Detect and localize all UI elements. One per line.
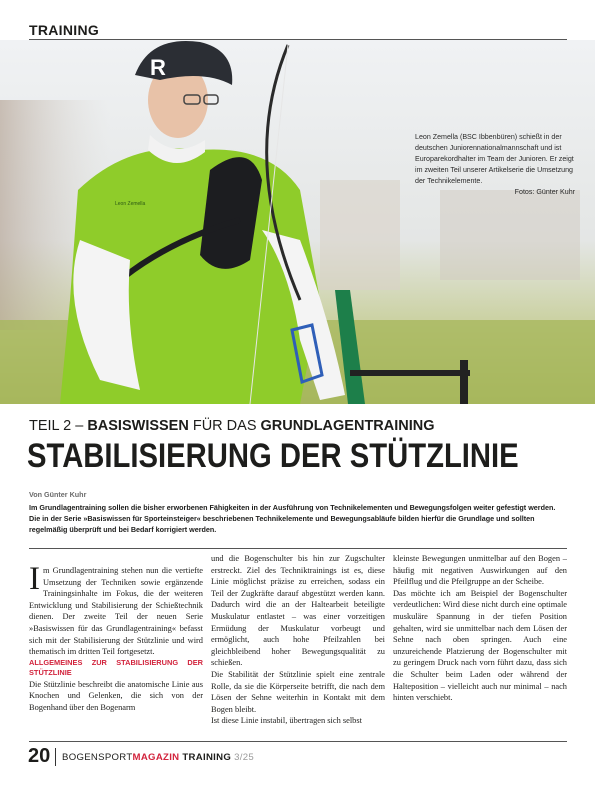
body-paragraph	[29, 561, 203, 658]
photo-caption	[415, 132, 575, 198]
kicker-bold-1: BASISWISSEN	[87, 418, 189, 434]
section-subhead: ALLGEMEINES ZUR STABILISIERUNG DER STÜTZLINIE	[29, 657, 203, 678]
body-paragraph: und die Bogenschulter bis hin zur Zugschulter erstreckt. Ziel des Techniktrainings ist es, diese Linie möglichst präzise zu erreichen, sodass ein Teil der Zugkräfte darauf abgestützt werden kann. Dadurch wird die an der Haltearbeit beteiligte Muskulatur entlastet – was einer vorzeitigen Ermüdung der Muskulatur vorbeugt und ermöglicht, auch hohe Pfeilzahlen bei gleichbleibend hoher Bewegungsqualität zu schießen.	[211, 554, 385, 668]
article-author: Von Günter Kuhr	[29, 490, 87, 499]
kicker-bold-2: GRUNDLAGENTRAINING	[260, 418, 435, 434]
body-paragraph: Das möchte ich am Beispiel der Bogenschulter verdeutlichen: Wird diese nicht durch eine optimale muskuläre Spannung in der tiefen Position gehalten, wird sie unmittelbar nach dem Lösen der Sehne nach oben springen. Auch eine unzureichende Platzierung der Bogenschulter mit zu geringem Druck nach vorn führt dazu, dass sich die Schulter beim Laden oder während der Halteposition – vielleicht auch nur minimal – nach hinten verschiebt.	[393, 588, 567, 703]
body-column-3	[393, 553, 567, 704]
footer-separator	[55, 748, 56, 766]
footer-divider	[29, 741, 567, 742]
magazine-name-a: BOGENSPORT	[62, 752, 133, 763]
kicker-part-2: FÜR DAS	[188, 418, 261, 434]
body-paragraph: kleinste Bewegungen unmittelbar auf den Bogen – häufig mit negativen Auswirkungen auf den Pfeilflug und die Pfeilgruppe an der Scheibe.	[393, 554, 567, 587]
shirt-print: Leon Zemella	[115, 201, 146, 207]
section-label: TRAINING	[29, 22, 100, 38]
dropcap: I	[29, 561, 40, 597]
footer-section: TRAINING	[179, 752, 232, 763]
kicker-part-1: TEIL 2 –	[29, 418, 88, 434]
body-column-1	[29, 561, 203, 713]
article-headline: STABILISIERUNG DER STÜTZLINIE	[27, 437, 519, 475]
paragraph-text: m Grundlagentraining stehen nun die vertiefte Umsetzung der Techniken sowie ergänzende Trainingsinhalte im Fokus, die der weiteren Entwicklung und Stabilisierung der Schießtechnik dienen. Der zweite Teil der neuen Serie »Basiswissen für das Grundlagentraining« befasst sich mit der Stabilisierung der Stützlinie und wird thematisch im dritten Teil fortgesetzt.	[29, 566, 203, 657]
article-lead: Im Grundlagentraining sollen die bisher erworbenen Fähigkeiten in der Ausführung von Technikelementen und Bewegungsfolgen weiter gefestigt werden. Die in der Serie »Basiswissen für Sporteinsteiger« beschriebenen Technikelemente und Bewegungsabläufe bilden hierfür die Grundlage und sollten regelmäßig überprüft und bei Bedarf korrigiert werden.	[29, 503, 556, 535]
archer-illustration	[0, 40, 595, 404]
lead-divider	[29, 548, 567, 549]
photo-credit: Fotos: Günter Kuhr	[514, 188, 575, 196]
body-column-2	[211, 553, 385, 727]
caption-text: Leon Zemella (BSC Ibbenbüren) schießt in der deutschen Juniorennationalmannschaft und ist Europarekordhalter im Team der Junioren. Er zeigt im zweiten Teil unserer Artikelserie die Umsetzung der Technikelemente.	[415, 133, 574, 185]
hero-photo	[0, 40, 595, 404]
body-paragraph: Die Stützlinie beschreibt die anatomische Linie aus Knochen und Gelenken, die sich von der Bogenhand über den Bogenarm	[29, 679, 203, 712]
article-kicker	[29, 418, 435, 434]
body-paragraph: Die Stabilität der Stützlinie spielt eine zentrale Rolle, da sie die Körperseite betrifft, die nach dem Lösen der Sehne weiterhin in Kontakt mit dem Bogen bleibt.	[211, 669, 385, 714]
body-paragraph: Ist diese Linie instabil, übertragen sich selbst	[211, 716, 362, 726]
footer-issue: 3/25	[231, 752, 254, 763]
cap-letter: R	[150, 55, 166, 80]
footer-magazine	[62, 752, 254, 763]
magazine-name-b: MAGAZIN	[132, 752, 180, 763]
page-number: 20	[28, 745, 51, 767]
